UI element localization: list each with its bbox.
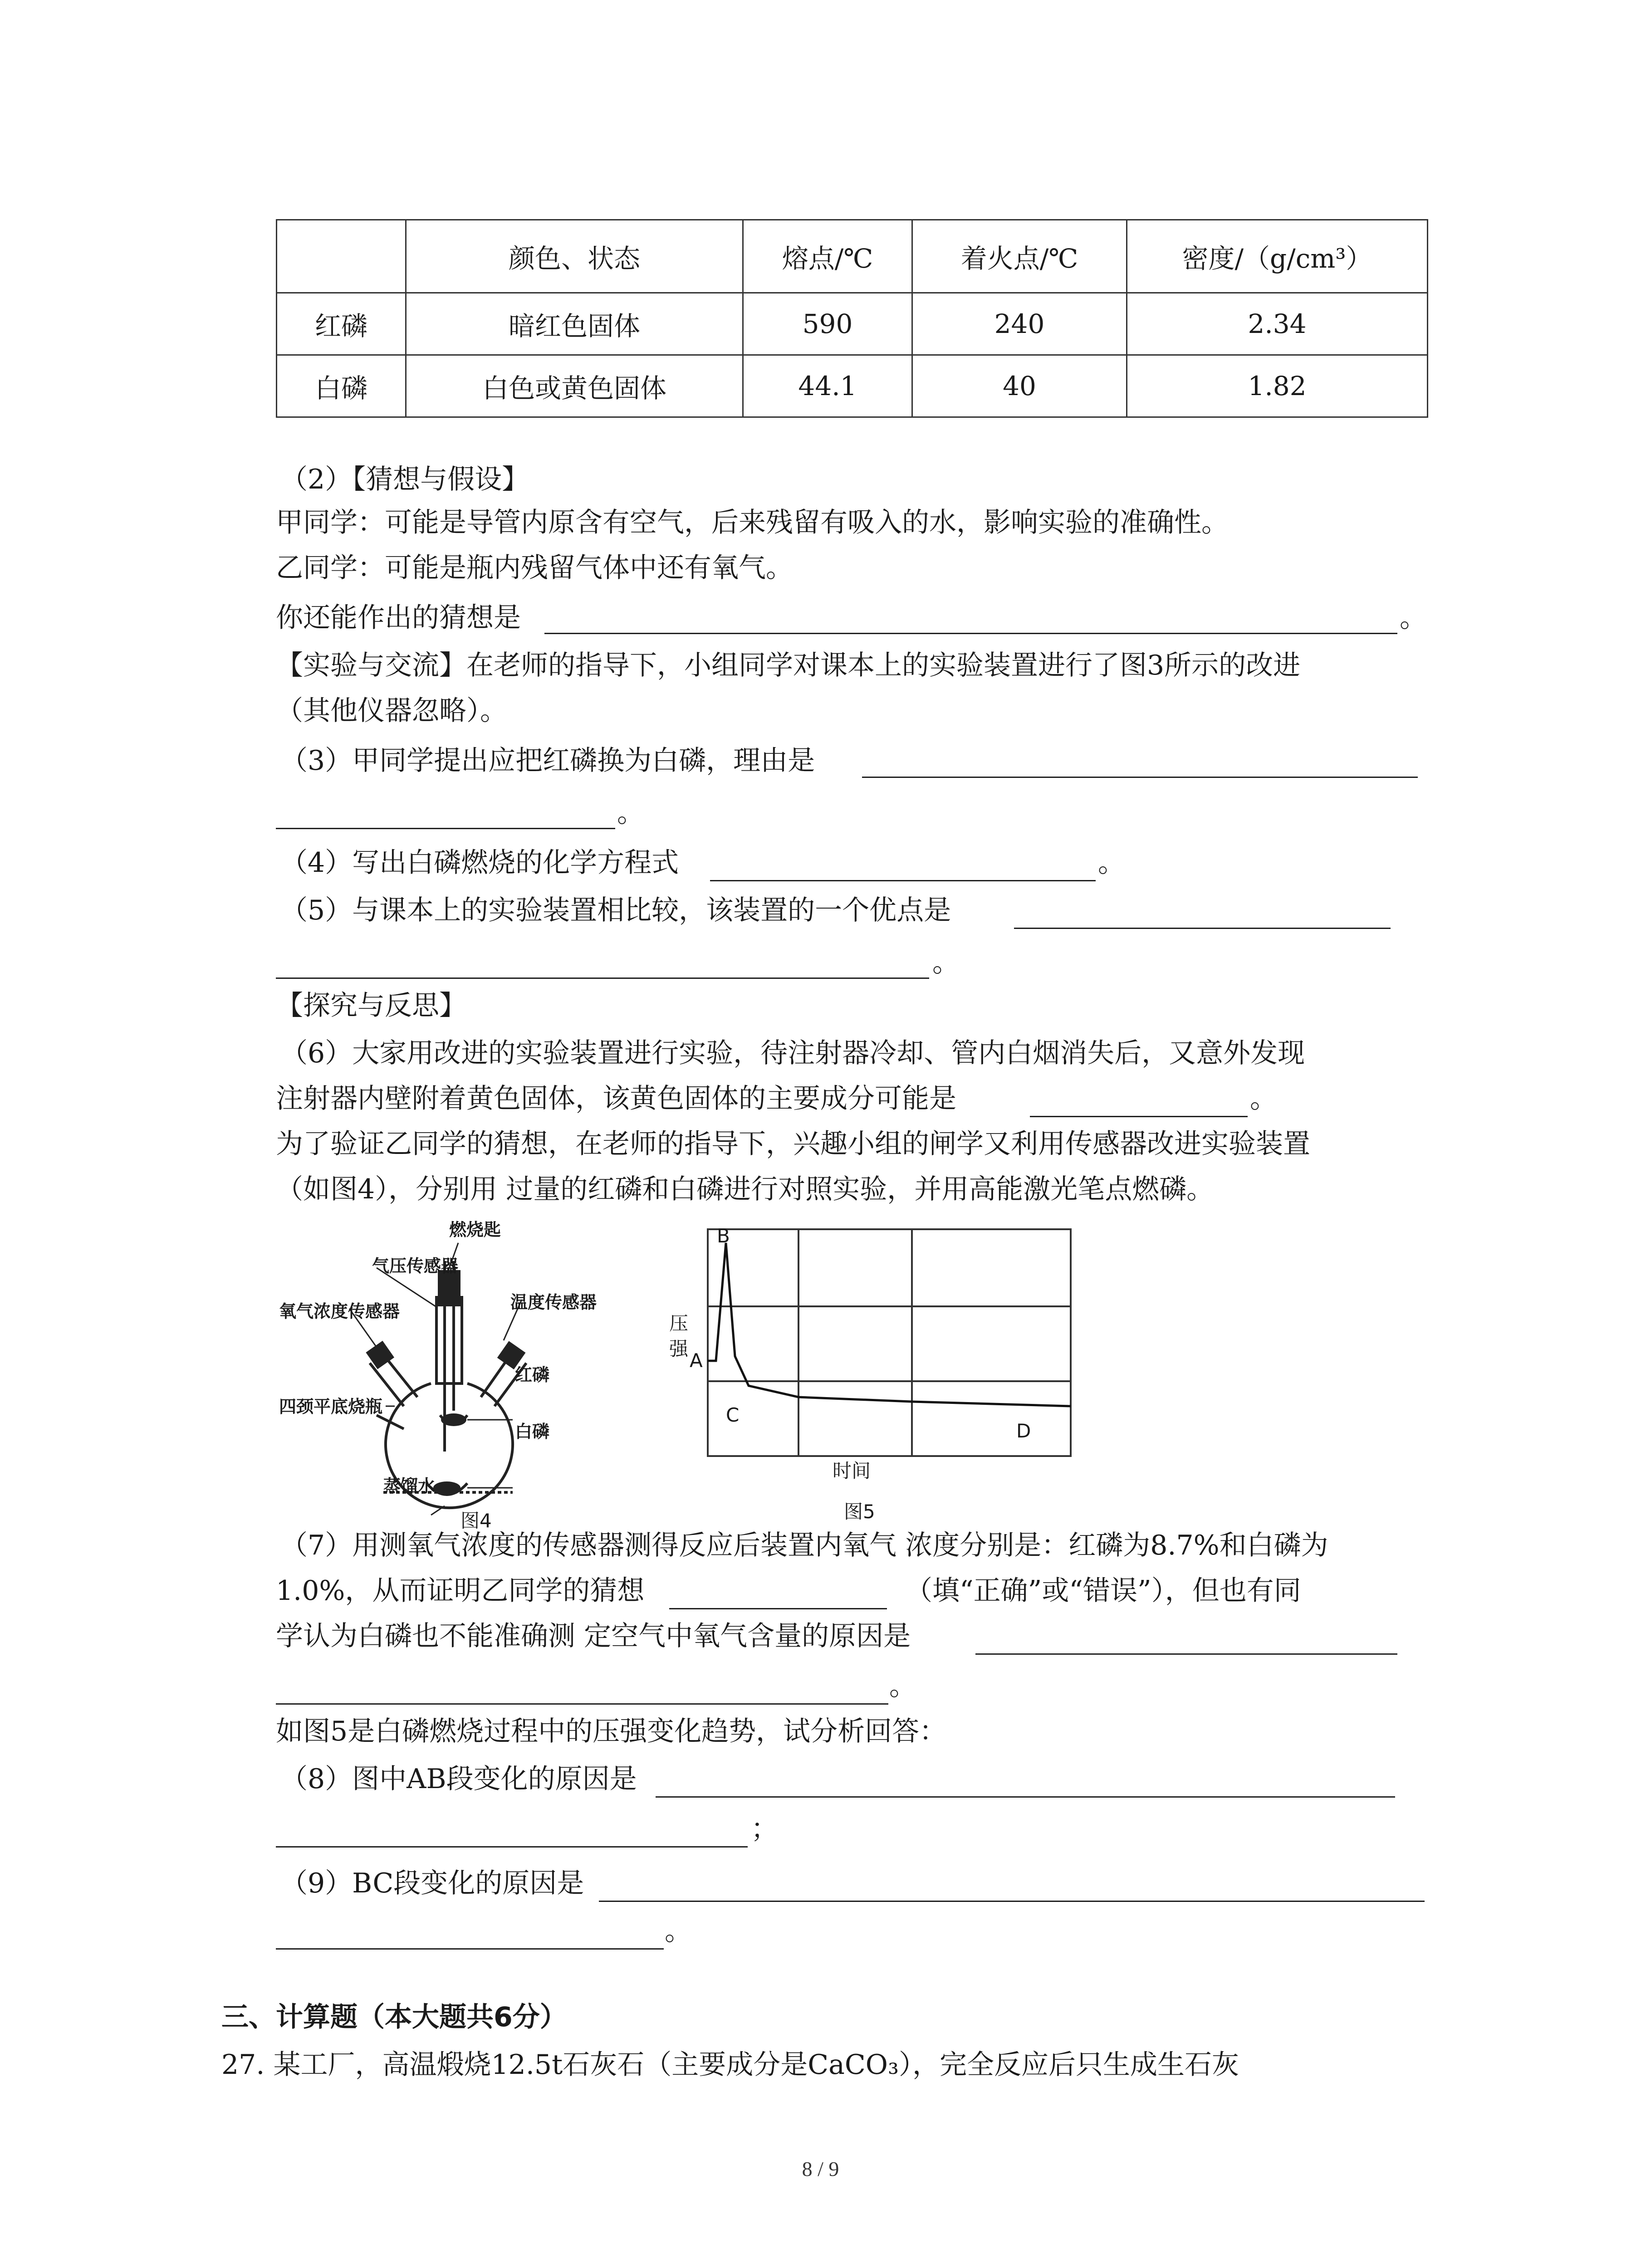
- table-cell: 1.82: [1127, 355, 1428, 417]
- answer-blank[interactable]: [710, 880, 1096, 881]
- table-cell: 590: [743, 293, 912, 355]
- label-oxygen-sensor: 氧气浓度传感器: [279, 1301, 400, 1321]
- label-pressure-sensor: 气压传感器: [372, 1256, 459, 1276]
- verify-text-cont: （如图4），分别用 过量的红磷和白磷进行对照实验，并用高能激光笔点燃磷。: [276, 1173, 1214, 1205]
- punct: 。: [932, 947, 960, 978]
- table-header-cell: 着火点/℃: [912, 220, 1127, 293]
- label-spoon: 燃烧匙: [449, 1220, 501, 1240]
- answer-blank[interactable]: [1030, 1116, 1248, 1117]
- experiment-exchange-text: 【实验与交流】在老师的指导下，小组同学对课本上的实验装置进行了图3所示的改进: [276, 650, 1301, 681]
- hypothesis-jia: 甲同学：可能是导管内原含有空气，后来残留有吸入的水，影响实验的准确性。: [276, 507, 1229, 538]
- punct: 。: [665, 1915, 692, 1947]
- answer-blank[interactable]: [862, 777, 1418, 778]
- table-cell: 240: [912, 293, 1127, 355]
- table-cell: 暗红色固体: [406, 293, 743, 355]
- label-water: 蒸馏水: [383, 1476, 436, 1496]
- answer-blank[interactable]: [1014, 928, 1391, 929]
- answer-blank[interactable]: [276, 1948, 664, 1950]
- label-flask: 四颈平底烧瓶: [279, 1397, 383, 1417]
- punct: ；: [751, 1813, 778, 1845]
- figure-5-xlabel: 时间: [833, 1460, 871, 1482]
- question-27: 27. 某工厂，高温煅烧12.5t石灰石（主要成分是CaCO₃），完全反应后只生成生石灰: [221, 2049, 1239, 2081]
- point-B: B: [717, 1225, 730, 1247]
- punct: 。: [1250, 1083, 1277, 1114]
- punct: 。: [1400, 602, 1427, 634]
- answer-blank[interactable]: [276, 1703, 888, 1705]
- answer-blank[interactable]: [656, 1796, 1395, 1798]
- answer-blank[interactable]: [599, 1901, 1425, 1902]
- answer-blank[interactable]: [544, 633, 1397, 634]
- punct: 。: [617, 797, 644, 829]
- table-cell: 2.34: [1127, 293, 1428, 355]
- question-7-b: （填“正确”或“错误”），但也有同: [905, 1575, 1301, 1607]
- question-7-a: 1.0%，从而证明乙同学的猜想: [276, 1575, 645, 1607]
- flask-center-neck: [436, 1297, 462, 1383]
- explore-reflect-heading: 【探究与反思】: [276, 990, 466, 1022]
- figure-5-ylabel: 压强: [669, 1312, 689, 1360]
- answer-blank[interactable]: [669, 1608, 887, 1609]
- experiment-exchange-text-cont: （其他仪器忽略）。: [276, 695, 507, 727]
- table-header-row: [277, 220, 1428, 293]
- question-7: （7）用测氧气浓度的传感器测得反应后装置内氧气 浓度分别是：红磷为8.7%和白磷为: [280, 1530, 1328, 1561]
- question-2-heading: （2）【猜想与假设】: [280, 464, 529, 495]
- answer-blank[interactable]: [276, 978, 929, 979]
- punct: 。: [1098, 847, 1125, 879]
- point-C: C: [726, 1404, 740, 1426]
- question-8: （8）图中AB段变化的原因是: [280, 1763, 637, 1795]
- table-cell: 40: [912, 355, 1127, 417]
- punct: 。: [889, 1670, 916, 1702]
- white-phosphorus: [433, 1481, 460, 1494]
- table-row: [277, 355, 1428, 417]
- answer-blank[interactable]: [975, 1653, 1397, 1655]
- answer-blank[interactable]: [276, 828, 615, 829]
- hypothesis-yi: 乙同学：可能是瓶内残留气体中还有氧气。: [276, 552, 793, 584]
- point-D: D: [1016, 1420, 1031, 1442]
- question-4: （4）写出白磷燃烧的化学方程式: [280, 847, 679, 879]
- label-white-p: 白磷: [515, 1422, 550, 1442]
- question-6-cont: 注射器内壁附着黄色固体，该黄色固体的主要成分可能是: [276, 1083, 956, 1114]
- question-6: （6）大家用改进的实验装置进行实验，待注射器冷却、管内白烟消失后，又意外发现: [280, 1037, 1305, 1069]
- table-cell: 红磷: [277, 293, 406, 355]
- table-row: [277, 293, 1428, 355]
- table-header-cell: 密度/（g/cm³）: [1127, 220, 1428, 293]
- figure-4-caption: 图4: [460, 1510, 492, 1532]
- question-7-c: 学认为白磷也不能准确测 定空气中氧气含量的原因是: [276, 1620, 911, 1652]
- figure-5-caption: 图5: [844, 1501, 875, 1523]
- table-header-cell: 颜色、状态: [406, 220, 743, 293]
- table-header-cell: 熔点/℃: [743, 220, 912, 293]
- answer-blank[interactable]: [276, 1846, 748, 1848]
- phosphorus-properties-table: [276, 219, 1428, 418]
- table-cell: 白色或黄色固体: [406, 355, 743, 417]
- red-phosphorus: [441, 1413, 466, 1426]
- table-header-cell: [277, 220, 406, 293]
- verify-text: 为了验证乙同学的猜想，在老师的指导下，兴趣小组的闸学又利用传感器改进实验装置: [276, 1128, 1310, 1160]
- figure-5-intro: 如图5是白磷燃烧过程中的压强变化趋势，试分析回答：: [276, 1716, 947, 1747]
- your-hypothesis-prompt: 你还能作出的猜想是: [276, 602, 521, 634]
- table-cell: 44.1: [743, 355, 912, 417]
- label-red-p: 红磷: [515, 1365, 550, 1385]
- question-9: （9）BC段变化的原因是: [280, 1867, 584, 1899]
- page-number: 8 / 9: [802, 2157, 839, 2180]
- question-5: （5）与课本上的实验装置相比较，该装置的一个优点是: [280, 894, 951, 926]
- section-3-heading: 三、计算题（本大题共6分）: [221, 2001, 567, 2033]
- label-temp-sensor: 温度传感器: [510, 1292, 597, 1312]
- table-cell: 白磷: [277, 355, 406, 417]
- point-A: A: [690, 1349, 703, 1372]
- question-3: （3）甲同学提出应把红磷换为白磷，理由是: [280, 745, 815, 777]
